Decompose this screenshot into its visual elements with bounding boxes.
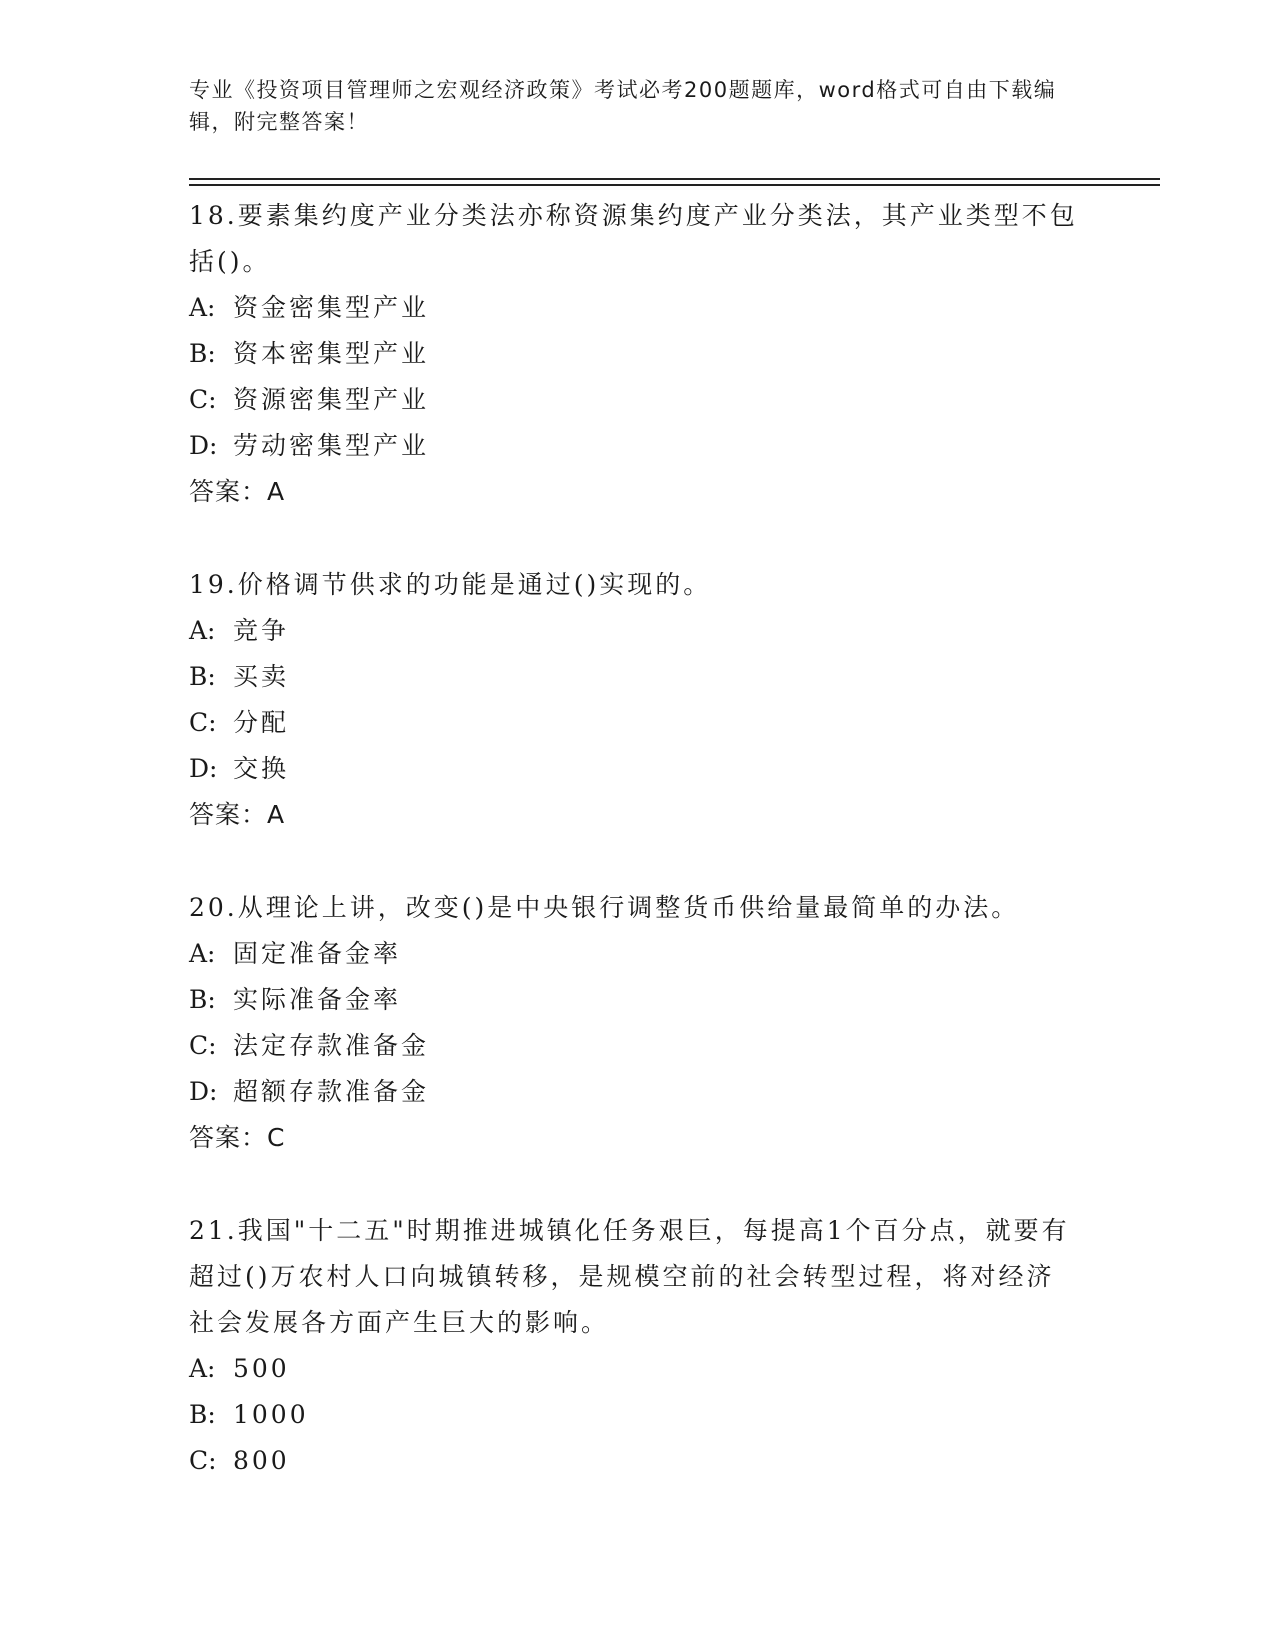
option-d (189, 746, 1089, 792)
option-letter: D: (189, 754, 218, 783)
question-list (189, 193, 1089, 1531)
option-text: 买卖 (233, 662, 290, 691)
question-20 (189, 885, 1089, 1161)
option-text: 资金密集型产业 (233, 293, 430, 322)
option-letter: B: (189, 662, 216, 691)
answer-line: 答案：C (189, 1123, 286, 1152)
option-a (189, 608, 1089, 654)
option-b (189, 654, 1089, 700)
document-header: 专业《投资项目管理师之宏观经济政策》考试必考200题题库，word格式可自由下载编辑，附完整答案！ (189, 78, 1057, 134)
option-c (189, 377, 1089, 423)
option-letter: C: (189, 385, 217, 414)
question-21 (189, 1208, 1089, 1484)
option-a (189, 285, 1089, 331)
option-letter: B: (189, 985, 216, 1014)
question-stem: 18.要素集约度产业分类法亦称资源集约度产业分类法，其产业类型不包括()。 (189, 201, 1078, 276)
option-a (189, 931, 1089, 977)
question-19 (189, 562, 1089, 838)
option-c (189, 1023, 1089, 1069)
option-text: 超额存款准备金 (233, 1077, 430, 1106)
option-letter: B: (189, 1400, 216, 1429)
option-text: 劳动密集型产业 (233, 431, 430, 460)
answer-line: 答案：A (189, 477, 286, 506)
header-divider-top (189, 178, 1160, 180)
question-18 (189, 193, 1089, 515)
option-c (189, 1438, 1089, 1484)
option-d (189, 1069, 1089, 1115)
option-b (189, 331, 1089, 377)
option-d (189, 423, 1089, 469)
option-letter: C: (189, 1031, 217, 1060)
option-b (189, 977, 1089, 1023)
option-text: 1000 (233, 1400, 309, 1429)
option-letter: B: (189, 339, 216, 368)
option-letter: A: (189, 939, 216, 968)
header-divider-bottom (189, 184, 1160, 186)
option-letter: C: (189, 1446, 217, 1475)
option-text: 资本密集型产业 (233, 339, 430, 368)
option-a (189, 1346, 1089, 1392)
answer-line: 答案：A (189, 800, 286, 829)
option-letter: A: (189, 293, 216, 322)
question-stem: 20.从理论上讲，改变()是中央银行调整货币供给量最简单的办法。 (189, 893, 1020, 922)
option-text: 分配 (233, 708, 290, 737)
option-c (189, 700, 1089, 746)
option-text: 固定准备金率 (233, 939, 402, 968)
option-text: 资源密集型产业 (233, 385, 430, 414)
option-text: 竞争 (233, 616, 290, 645)
option-text: 800 (233, 1446, 290, 1475)
option-letter: A: (189, 616, 216, 645)
option-letter: D: (189, 1077, 218, 1106)
option-letter: D: (189, 431, 218, 460)
option-text: 实际准备金率 (233, 985, 402, 1014)
option-text: 法定存款准备金 (233, 1031, 430, 1060)
question-stem: 19.价格调节供求的功能是通过()实现的。 (189, 570, 712, 599)
question-stem: 21.我国"十二五"时期推进城镇化任务艰巨，每提高1个百分点，就要有超过()万农村人口向城镇转移，是规模空前的社会转型过程，将对经济社会发展各方面产生巨大的影响。 (189, 1216, 1070, 1337)
option-text: 交换 (233, 754, 290, 783)
option-letter: C: (189, 708, 217, 737)
option-text: 500 (233, 1354, 290, 1383)
option-letter: A: (189, 1354, 216, 1383)
option-b (189, 1392, 1089, 1438)
